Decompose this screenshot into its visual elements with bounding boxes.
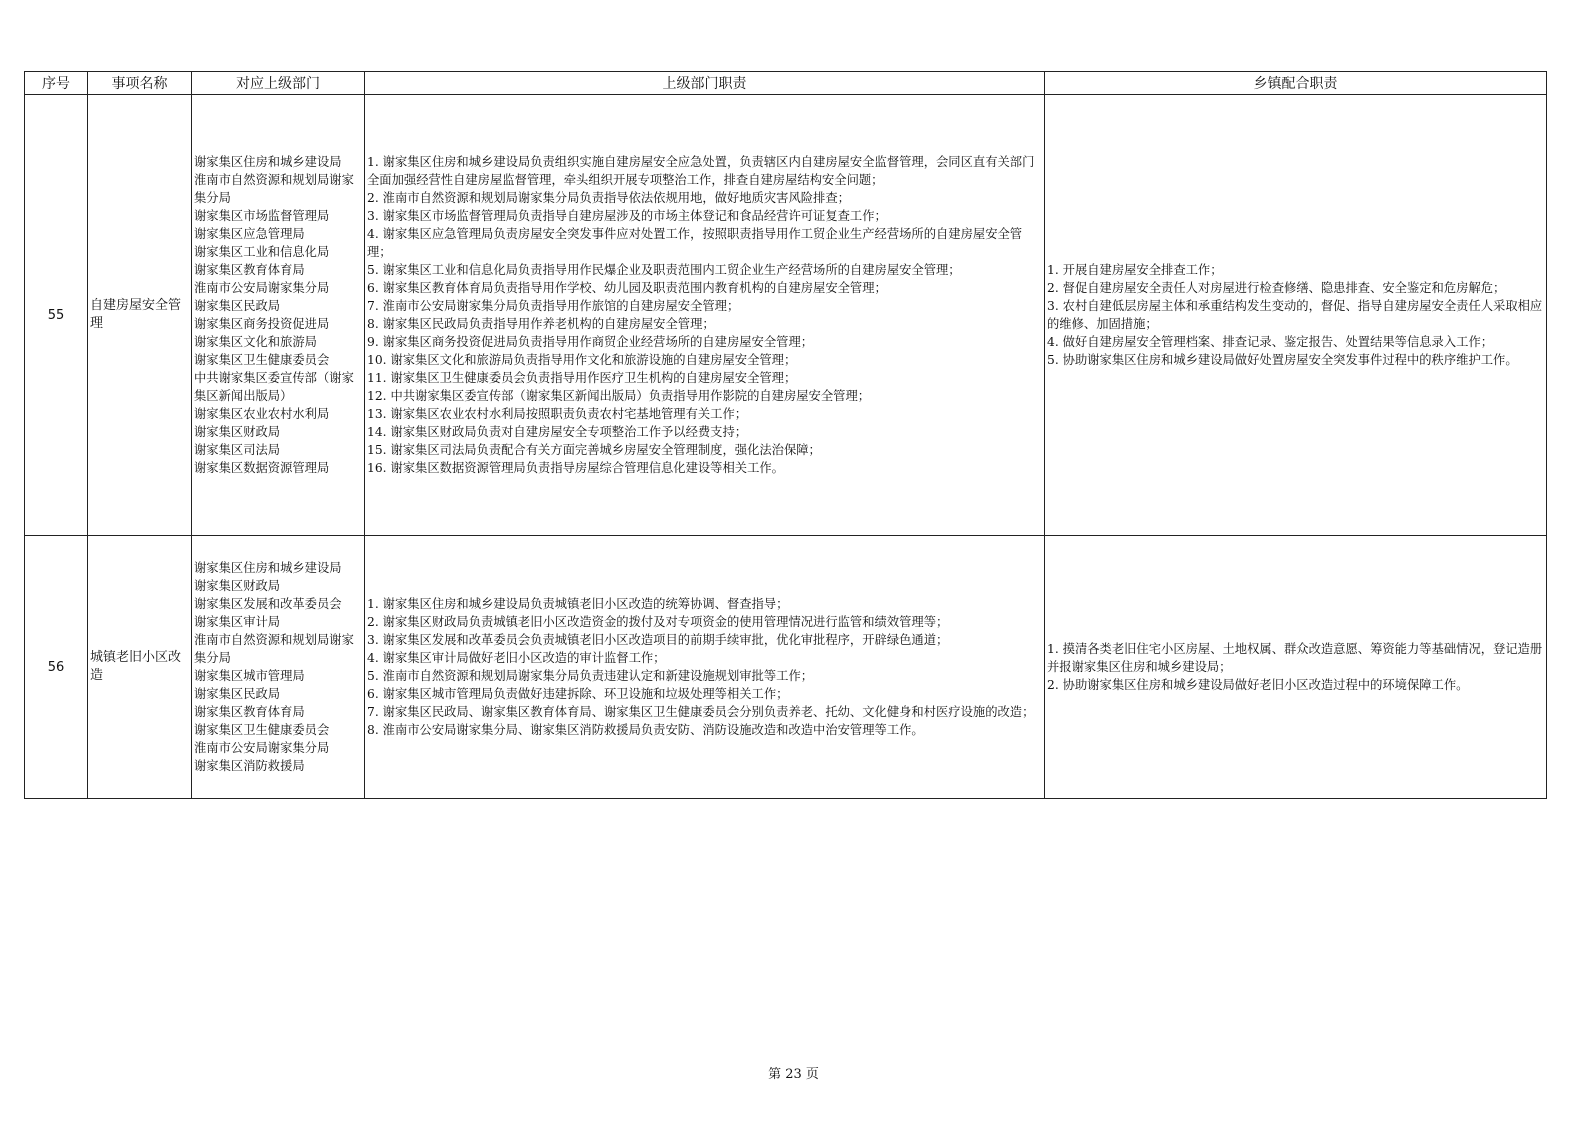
dept-list [192,95,365,536]
dept-item: 谢家集区民政局 [194,687,281,701]
header-town: 乡镇配合职责 [1045,72,1547,95]
dept-item: 谢家集区卫生健康委员会 [194,723,330,737]
dept-item: 淮南市自然资源和规划局谢家集分局 [194,633,354,665]
duty-item: 14. 谢家集区财政局负责对自建房屋安全专项整治工作予以经费支持； [367,425,748,439]
duty-item: 13. 谢家集区农业农村水利局按照职责负责农村宅基地管理有关工作； [367,407,748,421]
dept-item: 谢家集区工业和信息化局 [194,245,330,259]
table-header-row [25,72,1547,95]
dept-item: 谢家集区发展和改革委员会 [194,597,342,611]
duty-list [365,536,1045,799]
row-number: 55 [25,95,88,536]
dept-item: 淮南市公安局谢家集分局 [194,741,330,755]
dept-item: 谢家集区住房和城乡建设局 [194,155,342,169]
duty-item: 4. 谢家集区应急管理局负责房屋安全突发事件应对处置工作，按照职责指导用作工贸企业生产经营场所的自建房屋安全管理； [367,227,1023,259]
town-duty-item: 4. 做好自建房屋安全管理档案、排查记录、鉴定报告、处置结果等信息录入工作； [1047,335,1494,349]
duty-item: 5. 谢家集区工业和信息化局负责指导用作民爆企业及职责范围内工贸企业生产经营场所的自建房屋安全管理； [367,263,961,277]
town-duty-item: 5. 协助谢家集区住房和城乡建设局做好处置房屋安全突发事件过程中的秩序维护工作。 [1047,353,1518,367]
duty-item: 2. 谢家集区财政局负责城镇老旧小区改造资金的拨付及对专项资金的使用管理情况进行监管和绩效管理等； [367,615,949,629]
dept-item: 谢家集区农业农村水利局 [194,407,330,421]
dept-item: 谢家集区住房和城乡建设局 [194,561,342,575]
dept-item: 谢家集区教育体育局 [194,263,305,277]
duty-item: 9. 谢家集区商务投资促进局负责指导用作商贸企业经营场所的自建房屋安全管理； [367,335,814,349]
town-duty-list [1045,536,1547,799]
duty-item: 3. 谢家集区市场监督管理局负责指导自建房屋涉及的市场主体登记和食品经营许可证复查工作； [367,209,887,223]
duty-item: 10. 谢家集区文化和旅游局负责指导用作文化和旅游设施的自建房屋安全管理； [367,353,797,367]
header-duty: 上级部门职责 [365,72,1045,95]
dept-item: 谢家集区消防救援局 [194,759,305,773]
header-name: 事项名称 [88,72,192,95]
item-name: 自建房屋安全管理 [88,95,192,536]
duty-item: 6. 谢家集区城市管理局负责做好违建拆除、环卫设施和垃圾处理等相关工作； [367,687,789,701]
town-duty-item: 2. 督促自建房屋安全责任人对房屋进行检查修缮、隐患排查、安全鉴定和危房解危； [1047,281,1506,295]
dept-item: 谢家集区数据资源管理局 [194,461,330,475]
duty-item: 2. 淮南市自然资源和规划局谢家集分局负责指导依法依规用地，做好地质灾害风险排查； [367,191,850,205]
dept-item: 谢家集区卫生健康委员会 [194,353,330,367]
duty-item: 12. 中共谢家集区委宣传部（谢家集区新闻出版局）负责指导用作影院的自建房屋安全管理； [367,389,871,403]
item-name: 城镇老旧小区改造 [88,536,192,799]
town-duty-item: 1. 开展自建房屋安全排查工作； [1047,263,1223,277]
town-duty-item: 3. 农村自建低层房屋主体和承重结构发生变动的，督促、指导自建房屋安全责任人采取相应的维修、加固措施； [1047,299,1543,331]
duty-item: 7. 谢家集区民政局、谢家集区教育体育局、谢家集区卫生健康委员会分别负责养老、托幼、文化健身和村医疗设施的改造； [367,705,1035,719]
duty-list [365,95,1045,536]
duty-item: 8. 淮南市公安局谢家集分局、谢家集区消防救援局负责安防、消防设施改造和改造中治安管理等工作。 [367,723,924,737]
duty-item: 8. 谢家集区民政局负责指导用作养老机构的自建房屋安全管理； [367,317,715,331]
dept-item: 谢家集区文化和旅游局 [194,335,317,349]
duty-item: 6. 谢家集区教育体育局负责指导用作学校、幼儿园及职责范围内教育机构的自建房屋安全管理； [367,281,887,295]
dept-item: 谢家集区商务投资促进局 [194,317,330,331]
dept-item: 中共谢家集区委宣传部（谢家集区新闻出版局） [194,371,354,403]
header-dept: 对应上级部门 [192,72,365,95]
header-no: 序号 [25,72,88,95]
town-duty-item: 2. 协助谢家集区住房和城乡建设局做好老旧小区改造过程中的环境保障工作。 [1047,678,1469,692]
dept-item: 谢家集区财政局 [194,579,281,593]
duty-item: 5. 淮南市自然资源和规划局谢家集分局负责违建认定和新建设施规划审批等工作； [367,669,814,683]
duty-item: 1. 谢家集区住房和城乡建设局负责组织实施自建房屋安全应急处置，负责辖区内自建房屋安全监督管理，会同区直有关部门全面加强经营性自建房屋监督管理，牵头组织开展专项整治工作，排查自建房屋结构安全问题； [367,155,1035,187]
dept-item: 谢家集区市场监督管理局 [194,209,330,223]
duty-item: 16. 谢家集区数据资源管理局负责指导房屋综合管理信息化建设等相关工作。 [367,461,784,475]
dept-item: 谢家集区教育体育局 [194,705,305,719]
table-row [25,95,1547,536]
town-duty-item: 1. 摸清各类老旧住宅小区房屋、土地权属、群众改造意愿、筹资能力等基础情况，登记造册并报谢家集区住房和城乡建设局； [1047,642,1543,674]
town-duty-list [1045,95,1547,536]
dept-item: 谢家集区财政局 [194,425,281,439]
duty-item: 3. 谢家集区发展和改革委员会负责城镇老旧小区改造项目的前期手续审批，优化审批程序，开辟绿色通道； [367,633,949,647]
dept-item: 谢家集区城市管理局 [194,669,305,683]
duty-item: 11. 谢家集区卫生健康委员会负责指导用作医疗卫生机构的自建房屋安全管理； [367,371,797,385]
page-number: 第 23 页 [768,1067,819,1082]
duty-item: 15. 谢家集区司法局负责配合有关方面完善城乡房屋安全管理制度，强化法治保障； [367,443,821,457]
duty-item: 4. 谢家集区审计局做好老旧小区改造的审计监督工作； [367,651,666,665]
duty-item: 7. 淮南市公安局谢家集分局负责指导用作旅馆的自建房屋安全管理； [367,299,740,313]
dept-list [192,536,365,799]
dept-item: 谢家集区司法局 [194,443,281,457]
dept-item: 谢家集区应急管理局 [194,227,305,241]
duty-item: 1. 谢家集区住房和城乡建设局负责城镇老旧小区改造的统筹协调、督查指导； [367,597,789,611]
dept-item: 谢家集区民政局 [194,299,281,313]
dept-item: 淮南市自然资源和规划局谢家集分局 [194,173,354,205]
dept-item: 谢家集区审计局 [194,615,281,629]
duty-table [24,71,1547,799]
dept-item: 淮南市公安局谢家集分局 [194,281,330,295]
table-row [25,536,1547,799]
row-number: 56 [25,536,88,799]
